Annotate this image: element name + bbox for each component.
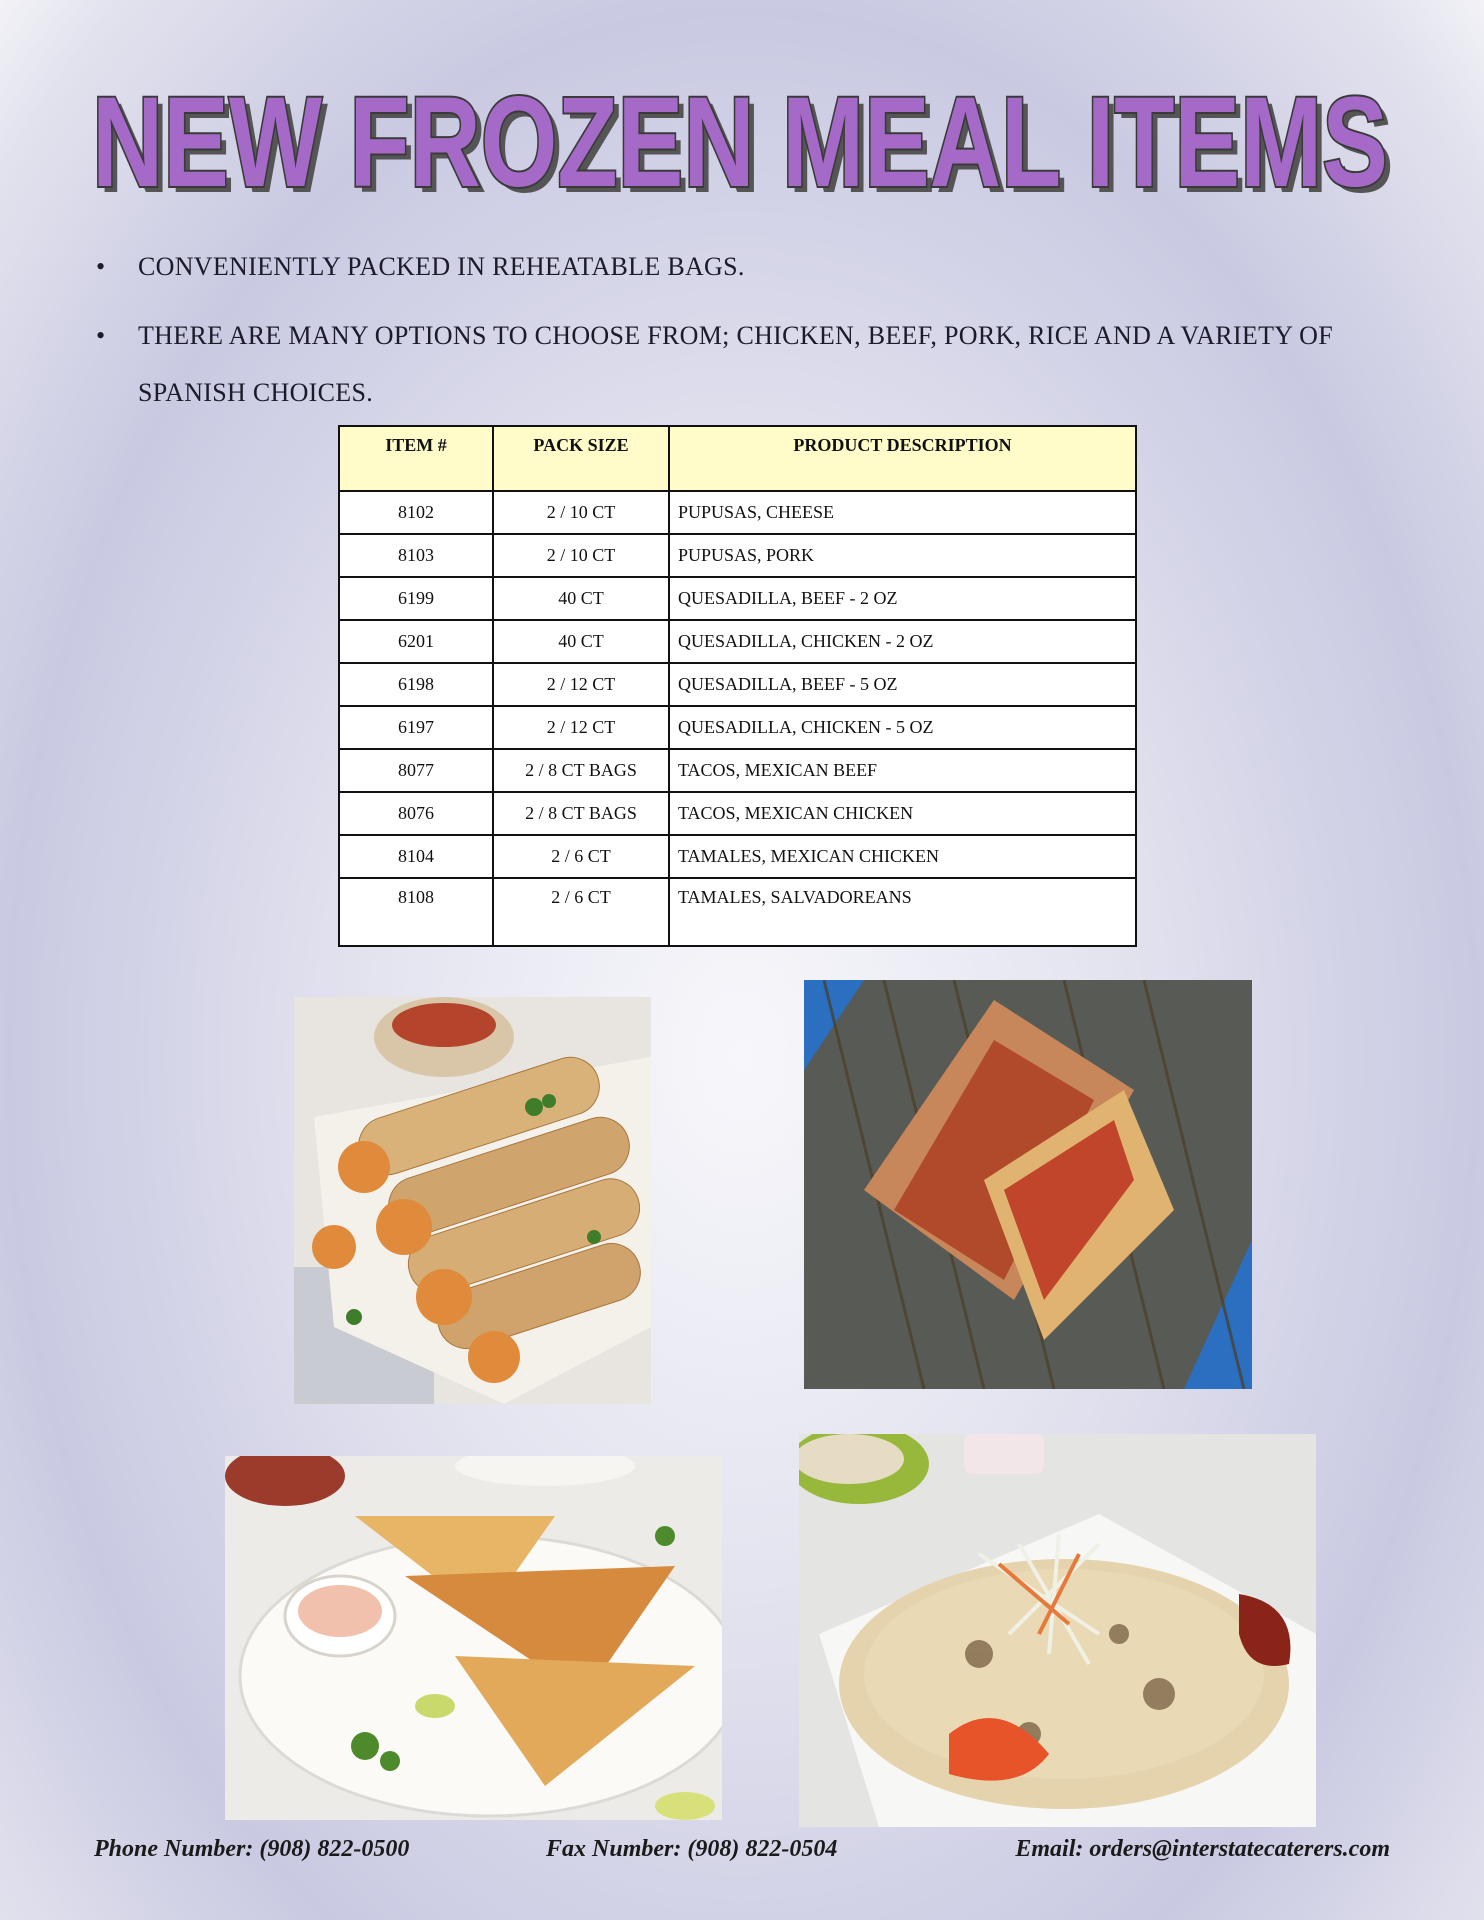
item-number: 8077 bbox=[339, 749, 493, 792]
pack-size: 2 / 12 CT bbox=[493, 706, 669, 749]
item-number: 8108 bbox=[339, 878, 493, 946]
bullet-dot-icon: • bbox=[96, 252, 106, 281]
bullet-item bbox=[90, 307, 1410, 421]
table-row bbox=[339, 663, 1136, 706]
pack-size: 2 / 10 CT bbox=[493, 534, 669, 577]
item-number: 8102 bbox=[339, 491, 493, 534]
header-product-description: PRODUCT DESCRIPTION bbox=[669, 426, 1136, 491]
pack-size: 2 / 10 CT bbox=[493, 491, 669, 534]
phone-number: Phone Number: (908) 822-0500 bbox=[94, 1836, 410, 1862]
product-description: PUPUSAS, CHEESE bbox=[669, 491, 1136, 534]
table-row bbox=[339, 792, 1136, 835]
table-row bbox=[339, 835, 1136, 878]
table-row bbox=[339, 620, 1136, 663]
product-description: QUESADILLA, BEEF - 2 OZ bbox=[669, 577, 1136, 620]
bullet-text: THERE ARE MANY OPTIONS TO CHOOSE FROM; CHICKEN, BEEF, PORK, RICE AND A VARIETY OF SPANISH CHOICES. bbox=[138, 321, 1334, 407]
feature-bullets bbox=[90, 238, 1410, 421]
item-number: 8104 bbox=[339, 835, 493, 878]
contact-footer bbox=[94, 1836, 1390, 1872]
header-item-number: ITEM # bbox=[339, 426, 493, 491]
table-row bbox=[339, 749, 1136, 792]
pupusa-photo bbox=[799, 1434, 1316, 1827]
pack-size: 2 / 12 CT bbox=[493, 663, 669, 706]
bullet-dot-icon: • bbox=[96, 321, 106, 350]
product-description: PUPUSAS, PORK bbox=[669, 534, 1136, 577]
pack-size: 40 CT bbox=[493, 577, 669, 620]
table-row bbox=[339, 706, 1136, 749]
bullet-item bbox=[90, 238, 1410, 295]
fax-number: Fax Number: (908) 822-0504 bbox=[546, 1836, 838, 1862]
tamales-photo bbox=[804, 980, 1252, 1389]
pack-size: 2 / 6 CT bbox=[493, 878, 669, 946]
bullet-text: CONVENIENTLY PACKED IN REHEATABLE BAGS. bbox=[138, 252, 745, 281]
product-description: QUESADILLA, CHICKEN - 2 OZ bbox=[669, 620, 1136, 663]
taquitos-photo bbox=[294, 997, 651, 1404]
product-description: TAMALES, SALVADOREANS bbox=[669, 878, 1136, 946]
quesadilla-photo bbox=[225, 1456, 722, 1820]
product-description: QUESADILLA, CHICKEN - 5 OZ bbox=[669, 706, 1136, 749]
product-description: TAMALES, MEXICAN CHICKEN bbox=[669, 835, 1136, 878]
headline-shadow: NEW FROZEN MEAL ITEMS bbox=[98, 77, 1394, 202]
table-row bbox=[339, 878, 1136, 946]
item-number: 8076 bbox=[339, 792, 493, 835]
headline bbox=[90, 72, 1400, 202]
pack-size: 2 / 8 CT BAGS bbox=[493, 749, 669, 792]
product-table bbox=[338, 425, 1137, 947]
item-number: 8103 bbox=[339, 534, 493, 577]
item-number: 6199 bbox=[339, 577, 493, 620]
email-address: Email: orders@interstatecaterers.com bbox=[1015, 1836, 1390, 1862]
pack-size: 2 / 8 CT BAGS bbox=[493, 792, 669, 835]
table-row bbox=[339, 491, 1136, 534]
product-description: QUESADILLA, BEEF - 5 OZ bbox=[669, 663, 1136, 706]
pack-size: 2 / 6 CT bbox=[493, 835, 669, 878]
item-number: 6198 bbox=[339, 663, 493, 706]
pack-size: 40 CT bbox=[493, 620, 669, 663]
header-pack-size: PACK SIZE bbox=[493, 426, 669, 491]
product-description: TACOS, MEXICAN BEEF bbox=[669, 749, 1136, 792]
product-description: TACOS, MEXICAN CHICKEN bbox=[669, 792, 1136, 835]
headline-text: NEW FROZEN MEAL ITEMS bbox=[92, 72, 1388, 202]
item-number: 6197 bbox=[339, 706, 493, 749]
table-row bbox=[339, 534, 1136, 577]
table-header-row bbox=[339, 426, 1136, 491]
item-number: 6201 bbox=[339, 620, 493, 663]
table-row bbox=[339, 577, 1136, 620]
